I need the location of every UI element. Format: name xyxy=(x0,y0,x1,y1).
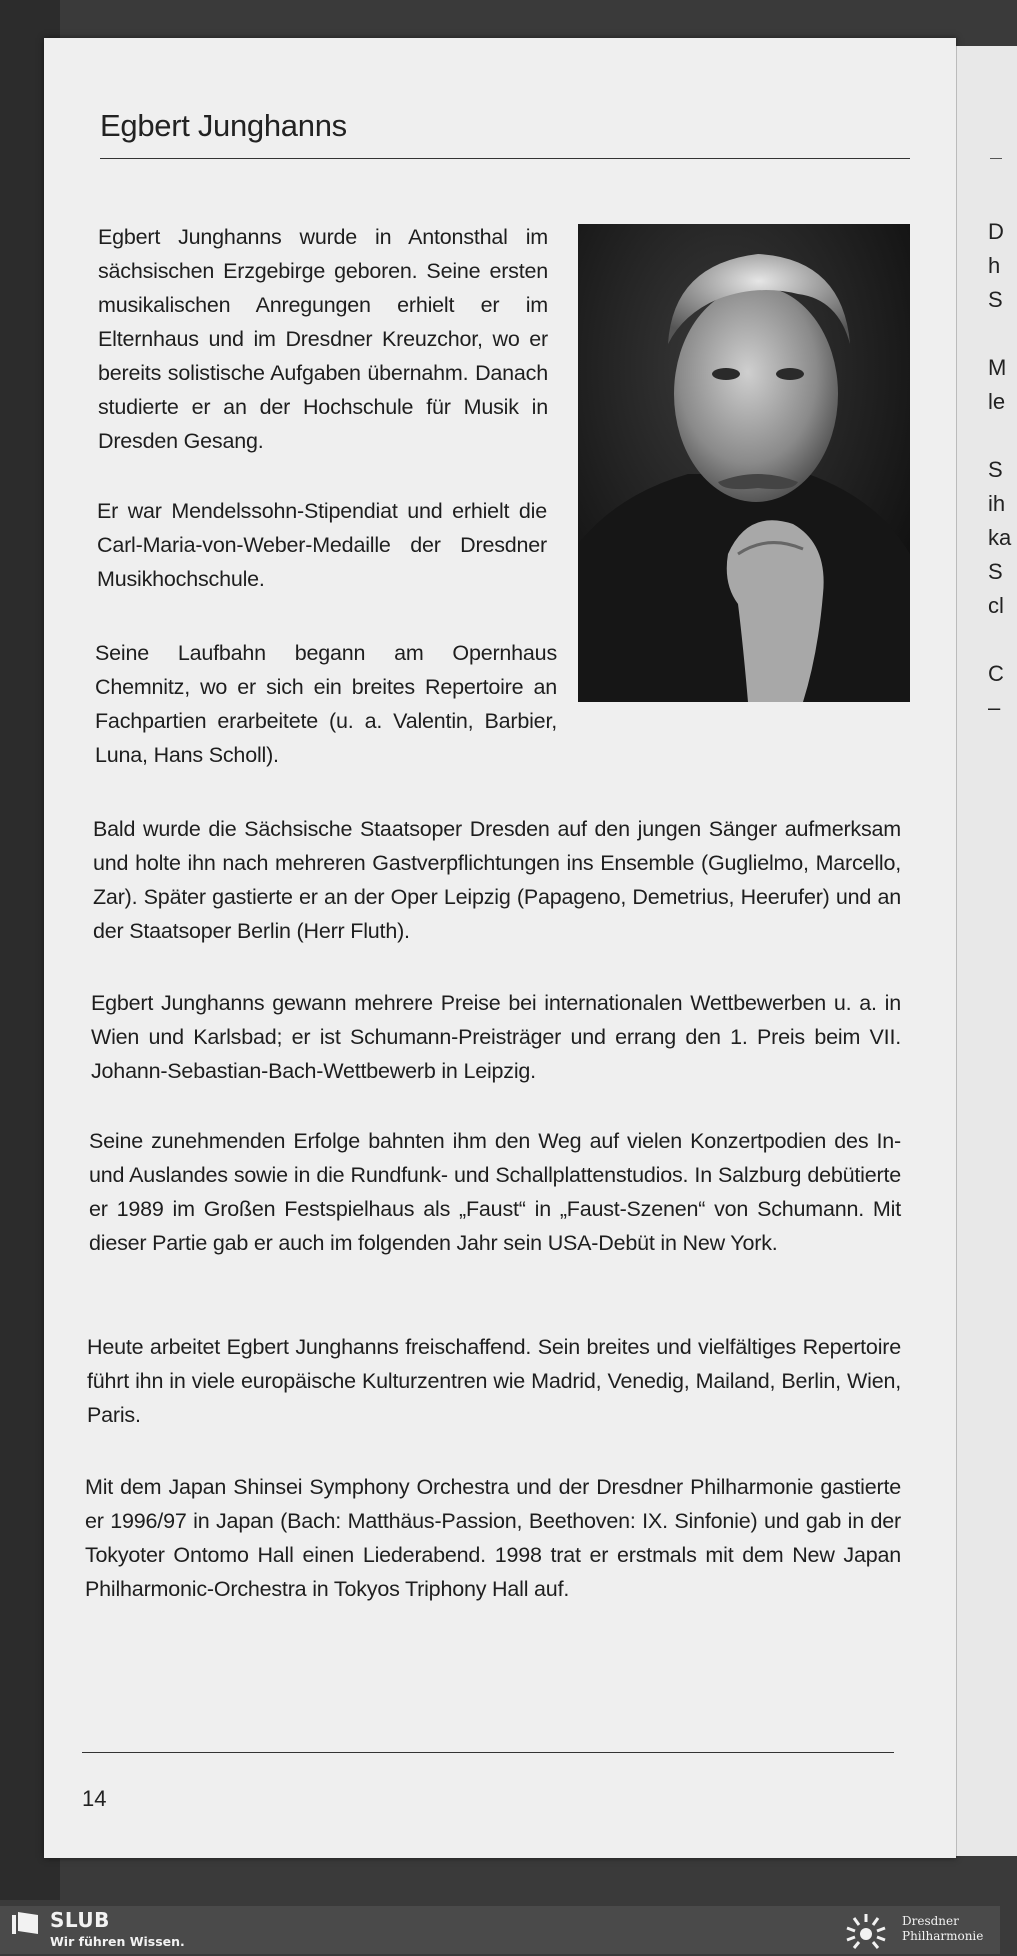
next-page-letter: S xyxy=(988,457,1003,482)
bio-paragraph-freelance: Heute arbeitet Egbert Junghanns freischaffend. Sein breites und vielfältiges Repertoire führt ihn in viele europäische Kulturzentren wie Madrid, Venedig, Mailand, Berlin, Wien, Paris. xyxy=(87,1335,901,1427)
dresdner-philharmonie-logo-text xyxy=(902,1914,983,1944)
next-page-letter: S xyxy=(988,287,1003,312)
next-page-letter xyxy=(988,623,1011,657)
slub-tagline: Wir führen Wissen. xyxy=(50,1934,185,1949)
next-page-letter: M xyxy=(988,355,1007,380)
title-rule xyxy=(100,158,910,159)
bio-paragraph-concerts: Seine zunehmenden Erfolge bahnten ihm den Weg auf vielen Konzertpodien des In- und Auslandes sowie in die Rundfunk- und Schallplattenstudios. In Salzburg debütierte er 1989 im Großen Festspielhaus als „Faust“ in „Faust-Szenen“ von Schumann. Mit dieser Partie gab er auch im folgenden Jahr sein USA-Debüt in New York. xyxy=(89,1129,901,1255)
partner-name-line2: Philharmonie xyxy=(902,1929,984,1943)
next-page-letter: ka xyxy=(988,525,1012,550)
next-page-letter xyxy=(988,317,1011,351)
slub-logo-text: SLUB xyxy=(50,1908,110,1932)
page-number: 14 xyxy=(82,1786,107,1811)
bio-paragraph-japan: Mit dem Japan Shinsei Symphony Orchestra und der Dresdner Philharmonie gastierte er 1996/97 in Japan (Bach: Matthäus-Passion, Beethoven: IX. Sinfonie) und gab in der Tokyoter Ontomo Hall einen Liederabend. 1998 trat er erstmals mit dem New Japan Philharmonic-Orchestra in Tokyos Triphony Hall auf. xyxy=(85,1475,901,1601)
bio-paragraph-prizes: Egbert Junghanns gewann mehrere Preise bei internationalen Wettbewerben u. a. in Wien und Karlsbad; er ist Schumann-Preisträger und errang den 1. Preis beim VII. Johann-Sebastian-Bach-Wettbewerb in Leipzig. xyxy=(91,991,901,1083)
bio-paragraph-career-start: Seine Laufbahn begann am Opernhaus Chemnitz, wo er sich ein breites Repertoire an Fachpartien erarbeitete (u. a. Valentin, Barbier, Luna, Hans Scholl). xyxy=(95,641,557,767)
next-page-letter: C xyxy=(988,661,1004,686)
next-page-letter: le xyxy=(988,389,1006,414)
dresdner-philharmonie-logo-icon xyxy=(840,1908,892,1952)
bio-paragraph-staatsoper: Bald wurde die Sächsische Staatsoper Dresden auf den jungen Sänger aufmerksam und holte ihn nach mehreren Gastverpflichtungen ins Ensemble (Guglielmo, Marcello, Zar). Später gastierte er an der Oper Leipzig (Papageno, Demetrius, Heerufer) und an der Staatsoper Berlin (Herr Fluth). xyxy=(93,817,901,943)
bio-paragraph-awards-study: Er war Mendelssohn-Stipendiat und erhielt die Carl-Maria-von-Weber-Medaille der Dresdner Musikhochschule. xyxy=(97,499,547,591)
next-page-letter: S xyxy=(988,559,1003,584)
next-page-letter: D xyxy=(988,219,1004,244)
slub-book-icon xyxy=(12,1912,38,1934)
next-page-rule xyxy=(990,158,1002,159)
next-page-letter: – xyxy=(988,695,1001,720)
portrait-photo xyxy=(578,224,910,702)
next-page-letter: h xyxy=(988,253,1001,278)
next-page-text-fragment xyxy=(988,215,1011,725)
page-title: Egbert Junghanns xyxy=(100,108,347,143)
bio-paragraph-birth: Egbert Junghanns wurde in Antonsthal im sächsischen Erzgebirge geboren. Seine ersten musikalischen Anregungen erhielt er im Elternhaus und im Dresdner Kreuzchor, wo er bereits solistische Aufgaben übernahm. Danach studierte er an der Hochschule für Musik in Dresden Gesang. xyxy=(98,225,548,453)
next-page-letter xyxy=(988,419,1011,453)
next-page-letter: ih xyxy=(988,491,1006,516)
footer-rule xyxy=(82,1752,894,1753)
partner-name-line1: Dresdner xyxy=(902,1914,959,1928)
next-page-letter: cl xyxy=(988,593,1004,618)
